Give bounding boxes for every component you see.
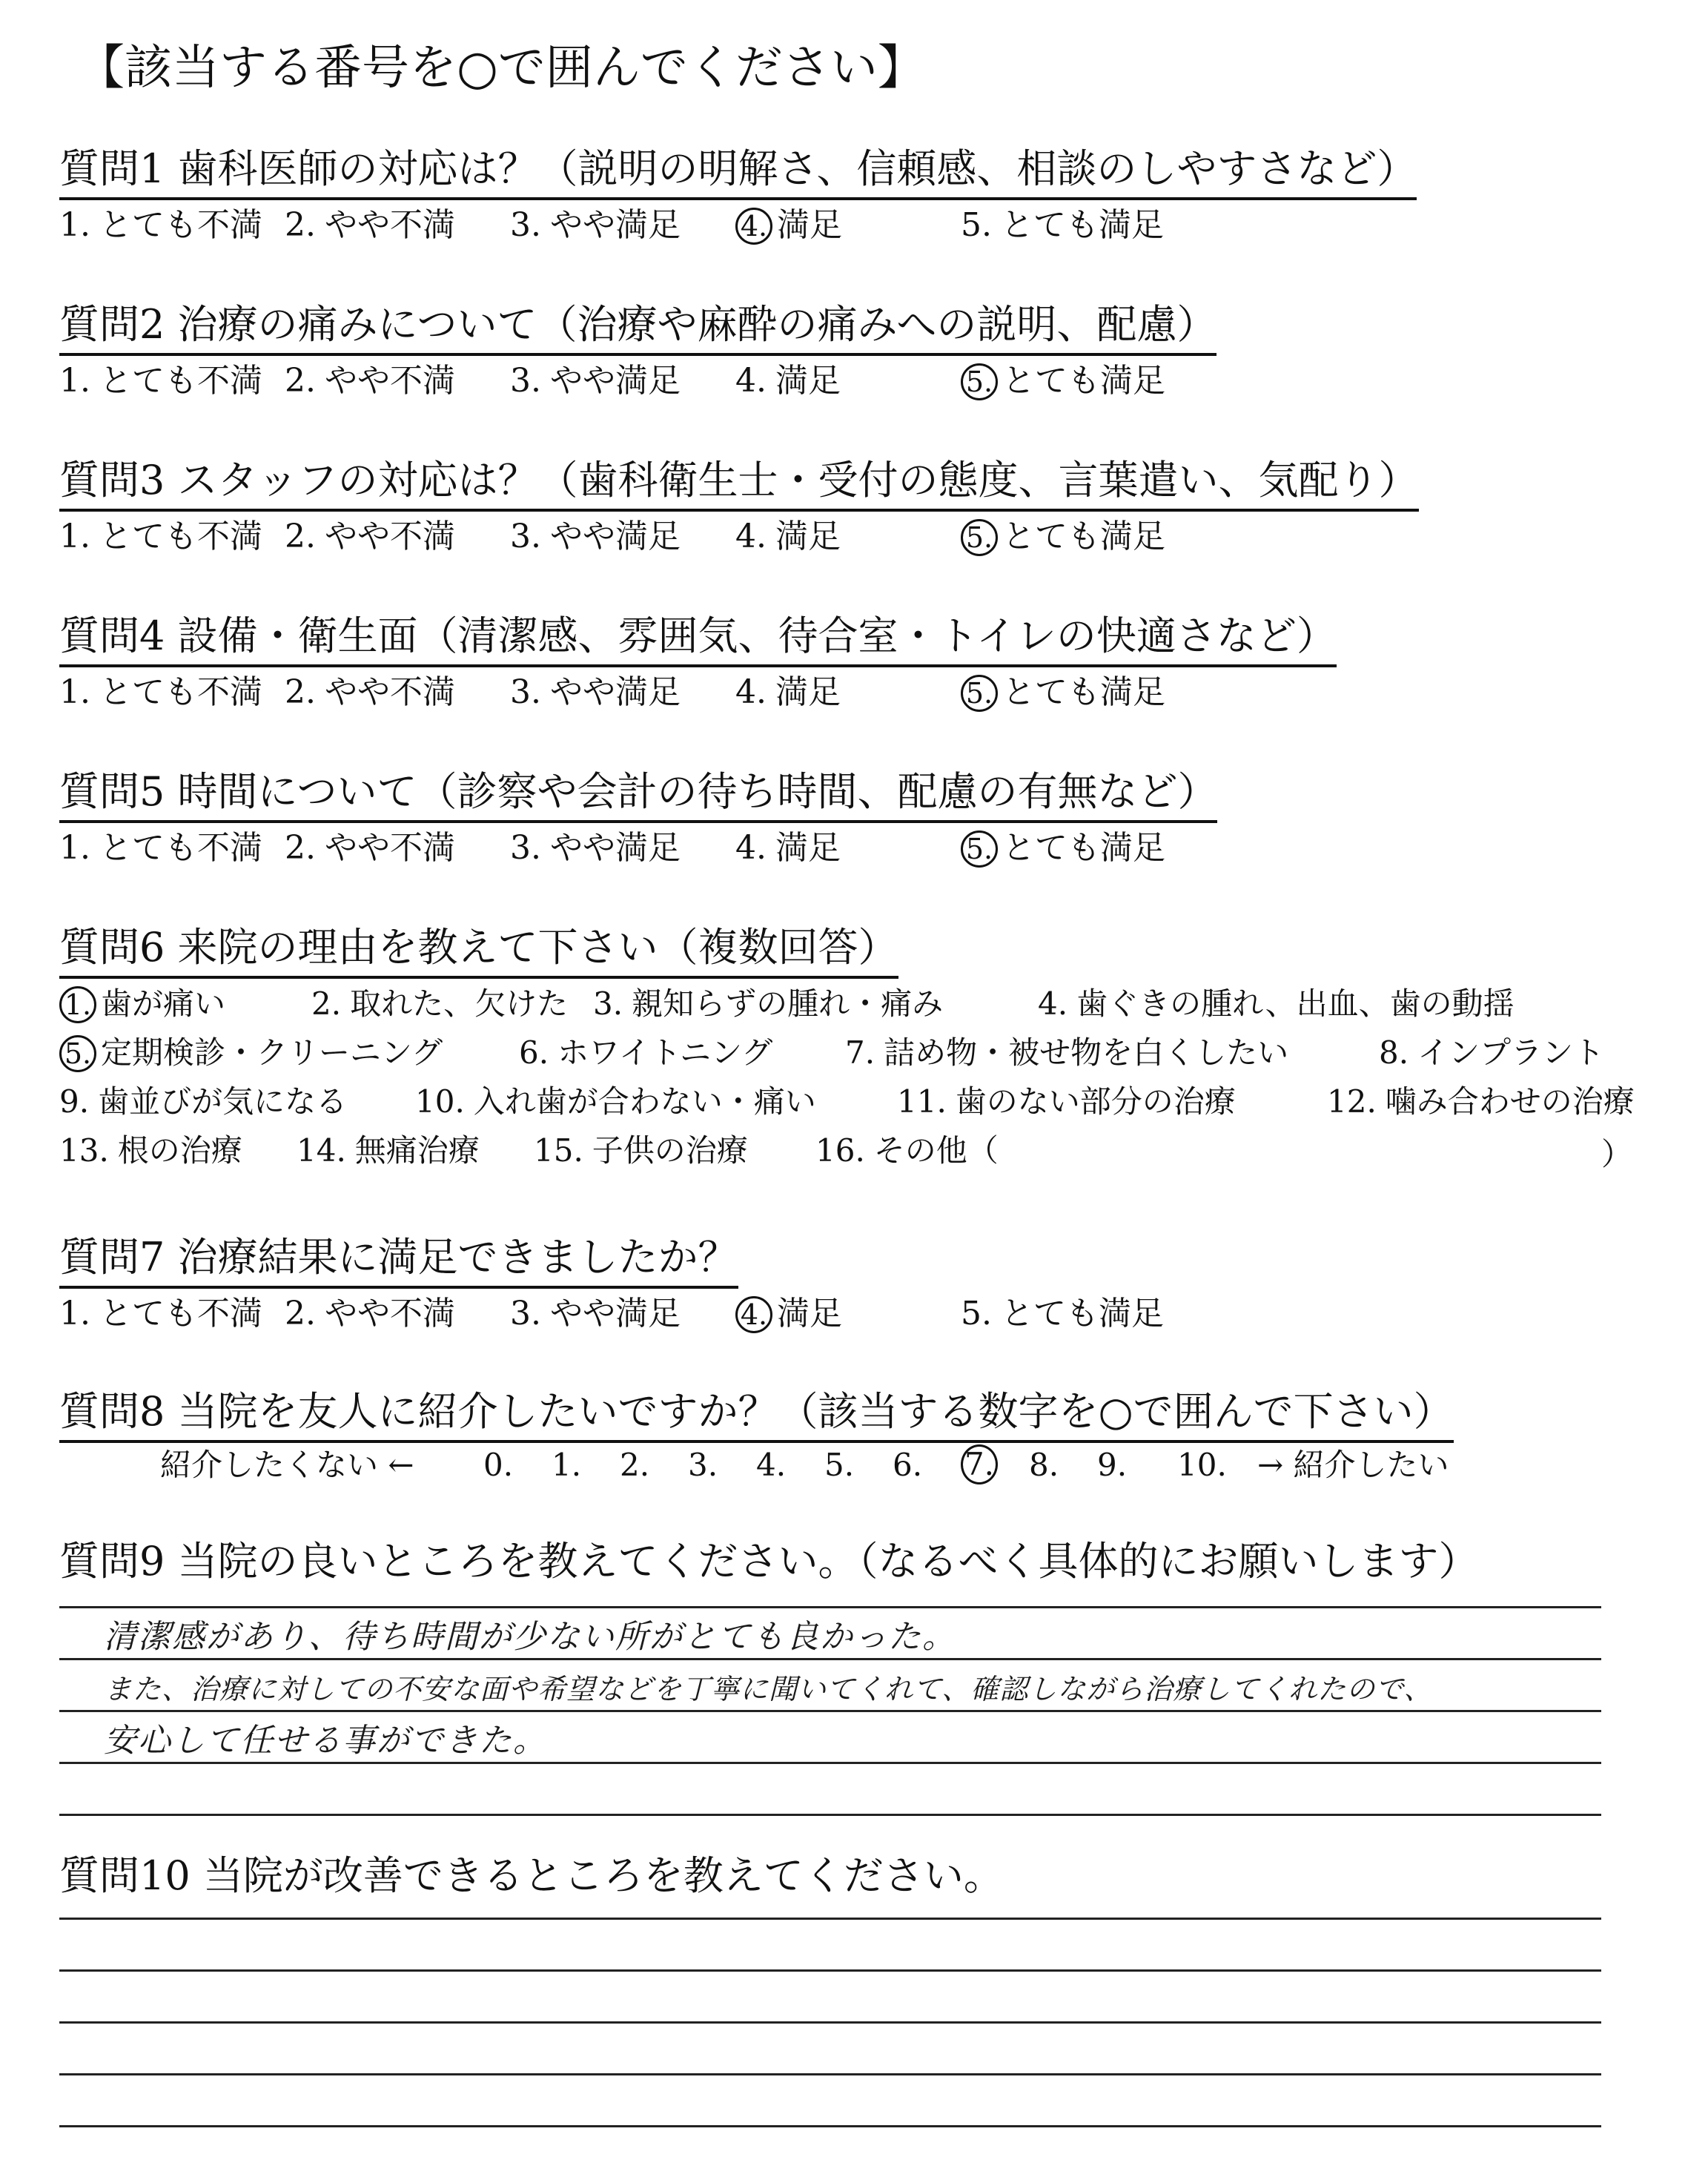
rating-option[interactable] <box>285 516 455 558</box>
option-number: 15. <box>534 1132 583 1169</box>
answer-line <box>59 1918 1601 1920</box>
option-number: 4. <box>735 829 767 867</box>
reason-option[interactable] <box>815 1130 999 1172</box>
reason-option[interactable] <box>1379 1032 1604 1074</box>
reason-option[interactable] <box>519 1032 772 1074</box>
option-label: とても不満 <box>99 362 262 400</box>
option-number: 4. <box>735 673 767 711</box>
handwritten-answer-line: 清潔感があり、待ち時間が少ない所がとても良かった。 <box>104 1618 956 1656</box>
rating-option[interactable] <box>285 360 455 402</box>
rating-option[interactable] <box>510 205 681 246</box>
option-number: 4. <box>735 1296 772 1333</box>
option-label: 定期検診・クリーニング <box>101 1034 443 1071</box>
reason-option[interactable] <box>59 1081 347 1123</box>
answer-line <box>59 1710 1601 1712</box>
option-number: 10. <box>415 1083 465 1120</box>
option-number: 2. <box>311 985 342 1022</box>
option-number: 3. <box>510 518 541 555</box>
option-label: やや不満 <box>324 829 455 867</box>
option-number: 5. <box>961 519 998 556</box>
scale-value[interactable]: 4. <box>756 1447 787 1483</box>
option-label: 満足 <box>775 829 841 867</box>
option-label: とても満足 <box>1002 829 1165 867</box>
rating-option[interactable] <box>59 360 262 402</box>
answer-line <box>59 2125 1601 2127</box>
scale-value[interactable]: 8. <box>1029 1447 1059 1483</box>
option-number: 2. <box>285 1295 316 1332</box>
option-label: やや不満 <box>324 362 455 400</box>
option-number: 6. <box>519 1034 549 1071</box>
reason-option[interactable] <box>1327 1081 1635 1123</box>
answer-line <box>59 2021 1601 2024</box>
scale-value[interactable]: 5. <box>824 1447 855 1483</box>
option-number: 1. <box>59 518 90 555</box>
scale-left-label: 紹介したくない ← <box>160 1447 414 1483</box>
rating-option[interactable] <box>285 828 455 869</box>
option-label: とても満足 <box>1002 362 1165 400</box>
rating-option[interactable] <box>961 205 1164 246</box>
answer-line <box>59 1969 1601 1972</box>
page-title: 【該当する番号を○で囲んでください】 <box>77 41 925 96</box>
reason-option[interactable] <box>59 983 225 1025</box>
option-number: 1. <box>59 206 90 244</box>
option-number: 5. <box>961 363 998 400</box>
scale-value[interactable]: 6. <box>893 1447 923 1483</box>
question-heading: 質問9 当院の良いところを教えてください。（なるべく具体的にお願いします） <box>59 1538 1479 1585</box>
rating-option[interactable] <box>961 516 1165 558</box>
rating-option[interactable] <box>510 672 681 713</box>
option-number: 3. <box>510 362 541 400</box>
option-number: 3. <box>510 673 541 711</box>
option-number: 9. <box>59 1083 90 1120</box>
scale-value[interactable]: 3. <box>688 1447 718 1483</box>
question-heading: 質問10 当院が改善できるところを教えてください。 <box>59 1852 1004 1899</box>
option-number: 1. <box>59 1295 90 1332</box>
option-number: 5. <box>961 830 998 868</box>
option-label: 満足 <box>775 362 841 400</box>
option-label: とても不満 <box>99 829 262 867</box>
question-heading: 質問8 当院を友人に紹介したいですか？（該当する数字を○で囲んで下さい） <box>59 1388 1454 1443</box>
answer-line <box>59 1658 1601 1660</box>
rating-option[interactable] <box>735 672 841 713</box>
rating-option[interactable] <box>59 205 262 246</box>
scale-value[interactable]: 1. <box>552 1447 582 1483</box>
option-number: 5. <box>961 206 992 244</box>
option-label: やや満足 <box>549 518 681 555</box>
option-number: 1. <box>59 362 90 400</box>
answer-line <box>59 1762 1601 1764</box>
option-label: 歯のない部分の治療 <box>955 1083 1236 1120</box>
option-label: やや満足 <box>549 1295 681 1332</box>
option-number: 2. <box>285 362 316 400</box>
option-label: ホワイトニング <box>557 1034 773 1071</box>
rating-option[interactable] <box>59 828 262 869</box>
scale-value[interactable]: 10. <box>1177 1447 1227 1483</box>
option-number: 13. <box>59 1132 109 1169</box>
rating-option[interactable] <box>735 205 842 246</box>
question-heading: 質問5 時間について（診察や会計の待ち時間、配慮の有無など） <box>59 768 1217 823</box>
option-number: 8. <box>1379 1034 1409 1071</box>
option-number: 3. <box>510 1295 541 1332</box>
question-heading: 質問1 歯科医師の対応は？（説明の明解さ、信頼感、相談のしやすさなど） <box>59 145 1417 200</box>
option-label: やや満足 <box>549 673 681 711</box>
option-number: 12. <box>1327 1083 1377 1120</box>
reason-option[interactable] <box>311 983 568 1025</box>
rating-option[interactable] <box>735 828 841 869</box>
reason-option[interactable] <box>534 1130 748 1172</box>
rating-option[interactable] <box>735 1293 842 1335</box>
answer-line <box>59 1606 1601 1608</box>
option-label: やや不満 <box>324 206 455 244</box>
option-label: 満足 <box>777 206 842 244</box>
rating-option[interactable] <box>59 672 262 713</box>
rating-option[interactable] <box>510 360 681 402</box>
option-label: やや不満 <box>324 1295 455 1332</box>
option-label: やや不満 <box>324 673 455 711</box>
option-number: 4. <box>735 518 767 555</box>
option-label: とても不満 <box>99 518 262 555</box>
option-number: 7. <box>845 1034 875 1071</box>
option-label: 親知らずの腫れ・痛み <box>632 985 944 1022</box>
option-label: やや不満 <box>324 518 455 555</box>
scale-value[interactable]: 7. <box>961 1444 998 1484</box>
handwritten-answer-line: また、治療に対しての不安な面や希望などを丁寧に聞いてくれて、確認しながら治療してくれたので、 <box>104 1673 1433 1705</box>
rating-option[interactable] <box>510 516 681 558</box>
other-close-paren: ） <box>1601 1136 1633 1172</box>
option-number: 2. <box>285 518 316 555</box>
reason-option[interactable] <box>593 983 943 1025</box>
rating-option[interactable] <box>59 1293 262 1335</box>
option-label: とても不満 <box>99 673 262 711</box>
option-label: とても満足 <box>1000 206 1164 244</box>
rating-option[interactable] <box>961 360 1165 402</box>
option-label: 満足 <box>775 673 841 711</box>
option-number: 4. <box>735 208 772 245</box>
option-number: 5. <box>59 1035 96 1072</box>
option-number: 1. <box>59 673 90 711</box>
option-number: 2. <box>285 829 316 867</box>
option-label: 詰め物・被せ物を白くしたい <box>884 1034 1289 1071</box>
reason-option[interactable] <box>59 1032 443 1074</box>
option-number: 14. <box>297 1132 346 1169</box>
scale-value[interactable]: 2. <box>620 1447 650 1483</box>
question-heading: 質問7 治療結果に満足できましたか？ <box>59 1234 738 1289</box>
rating-option[interactable] <box>961 1293 1164 1335</box>
option-number: 3. <box>593 985 623 1022</box>
option-label: インプラント <box>1417 1034 1605 1071</box>
option-label: 根の治療 <box>117 1132 242 1169</box>
reason-option[interactable] <box>897 1081 1236 1123</box>
option-number: 4. <box>1038 985 1068 1022</box>
option-label: やや満足 <box>549 206 681 244</box>
option-label: 歯が痛い <box>101 985 226 1022</box>
reason-option[interactable] <box>1038 983 1515 1025</box>
answer-line <box>59 1814 1601 1816</box>
handwritten-answer-line: 安心して任せる事ができた。 <box>104 1722 547 1760</box>
scale-value[interactable]: 0. <box>483 1447 514 1483</box>
option-number: 16. <box>815 1132 865 1169</box>
rating-option[interactable] <box>285 672 455 713</box>
question-heading: 質問4 設備・衛生面（清潔感、雰囲気、待合室・トイレの快適さなど） <box>59 612 1337 667</box>
answer-line <box>59 2073 1601 2075</box>
rating-option[interactable] <box>285 1293 455 1335</box>
option-number: 3. <box>510 829 541 867</box>
scale-value[interactable]: 9. <box>1097 1447 1128 1483</box>
option-label: 噛み合わせの治療 <box>1385 1083 1635 1120</box>
question-heading: 質問3 スタッフの対応は？（歯科衛生士・受付の態度、言葉遣い、気配り） <box>59 457 1419 512</box>
rating-option[interactable] <box>961 828 1165 869</box>
recommend-scale <box>160 1444 1494 1489</box>
rating-option[interactable] <box>285 205 455 246</box>
option-number: 2. <box>285 206 316 244</box>
question-heading: 質問6 来院の理由を教えて下さい（複数回答） <box>59 924 898 979</box>
option-label: 入れ歯が合わない・痛い <box>473 1083 816 1120</box>
option-label: とても不満 <box>99 206 262 244</box>
option-label: 無痛治療 <box>354 1132 480 1169</box>
option-label: とても満足 <box>1000 1295 1164 1332</box>
option-number: 3. <box>510 206 541 244</box>
option-label: 子供の治療 <box>592 1132 748 1169</box>
rating-option[interactable] <box>510 828 681 869</box>
option-label: その他（ <box>873 1132 999 1169</box>
option-number: 4. <box>735 362 767 400</box>
option-number: 1. <box>59 829 90 867</box>
reason-option[interactable] <box>297 1130 480 1172</box>
scale-right-label: → 紹介したい <box>1257 1447 1449 1483</box>
reason-option[interactable] <box>59 1130 242 1172</box>
option-label: 満足 <box>775 518 841 555</box>
option-number: 1. <box>59 986 96 1023</box>
option-label: やや満足 <box>549 829 681 867</box>
rating-option[interactable] <box>735 516 841 558</box>
option-number: 11. <box>897 1083 947 1120</box>
rating-option[interactable] <box>961 672 1165 713</box>
option-number: 2. <box>285 673 316 711</box>
option-label: 満足 <box>777 1295 842 1332</box>
rating-option[interactable] <box>510 1293 681 1335</box>
option-number: 5. <box>961 1295 992 1332</box>
option-label: 取れた、欠けた <box>350 985 569 1022</box>
rating-option[interactable] <box>59 516 262 558</box>
rating-option[interactable] <box>735 360 841 402</box>
option-label: とても不満 <box>99 1295 262 1332</box>
option-label: 歯ぐきの腫れ、出血、歯の動揺 <box>1076 985 1515 1022</box>
option-label: とても満足 <box>1002 518 1165 555</box>
option-label: とても満足 <box>1002 673 1165 711</box>
option-label: 歯並びが気になる <box>98 1083 348 1120</box>
reason-option[interactable] <box>845 1032 1288 1074</box>
reason-option[interactable] <box>415 1081 816 1123</box>
question-heading: 質問2 治療の痛みについて（治療や麻酔の痛みへの説明、配慮） <box>59 301 1217 356</box>
option-label: やや満足 <box>549 362 681 400</box>
option-number: 5. <box>961 675 998 712</box>
